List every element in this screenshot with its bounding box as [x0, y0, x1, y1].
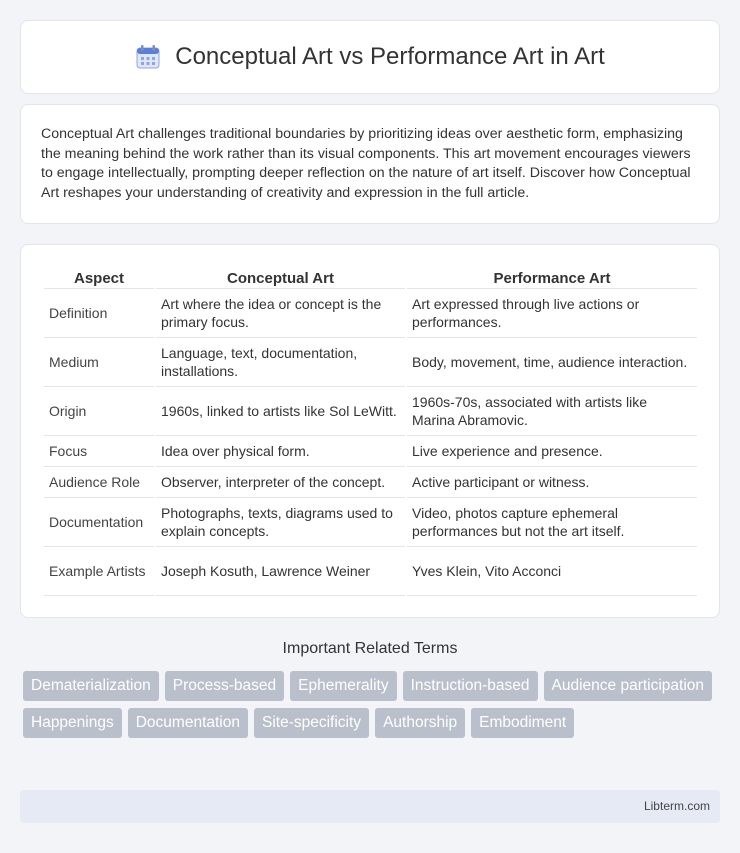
row-conceptual: Art where the idea or concept is the primary focus.: [156, 289, 405, 338]
header-performance-art: Performance Art: [407, 265, 697, 289]
title-card: [20, 20, 720, 94]
row-performance: Yves Klein, Vito Acconci: [407, 547, 697, 596]
page-title: Conceptual Art vs Performance Art in Art: [175, 43, 605, 70]
term-tag[interactable]: Process-based: [165, 671, 284, 701]
row-aspect: Audience Role: [44, 467, 154, 498]
row-performance: Body, movement, time, audience interaction.: [407, 338, 697, 387]
row-performance: Art expressed through live actions or performances.: [407, 289, 697, 338]
row-aspect: Focus: [44, 436, 154, 467]
table-header-row: [44, 265, 697, 289]
table-row: [44, 436, 697, 467]
table-row: [44, 547, 697, 596]
row-performance: 1960s-70s, associated with artists like Marina Abramovic.: [407, 387, 697, 436]
table-row: [44, 467, 697, 498]
table-row: [44, 338, 697, 387]
term-tag[interactable]: Ephemerality: [290, 671, 396, 701]
row-conceptual: 1960s, linked to artists like Sol LeWitt.: [156, 387, 405, 436]
row-aspect: Example Artists: [44, 547, 154, 596]
row-aspect: Documentation: [44, 498, 154, 547]
table-row: [44, 289, 697, 338]
comparison-card: [20, 244, 720, 618]
term-tag[interactable]: Documentation: [128, 708, 248, 738]
footer: [20, 790, 720, 823]
related-terms-heading: Important Related Terms: [282, 640, 458, 657]
term-tag[interactable]: Instruction-based: [403, 671, 538, 701]
row-performance: Live experience and presence.: [407, 436, 697, 467]
term-tag[interactable]: Happenings: [23, 708, 122, 738]
term-tag[interactable]: Site-specificity: [254, 708, 369, 738]
row-conceptual: Joseph Kosuth, Lawrence Weiner: [156, 547, 405, 596]
term-tag[interactable]: Authorship: [375, 708, 465, 738]
row-aspect: Origin: [44, 387, 154, 436]
row-conceptual: Language, text, documentation, installations.: [156, 338, 405, 387]
term-tag[interactable]: Audience participation: [544, 671, 713, 701]
row-performance: Video, photos capture ephemeral performances but not the art itself.: [407, 498, 697, 547]
header-aspect: Aspect: [44, 265, 154, 289]
related-terms-list: [23, 671, 723, 738]
row-conceptual: Photographs, texts, diagrams used to explain concepts.: [156, 498, 405, 547]
row-conceptual: Observer, interpreter of the concept.: [156, 467, 405, 498]
table-row: [44, 387, 697, 436]
term-tag[interactable]: Dematerialization: [23, 671, 159, 701]
header-conceptual-art: Conceptual Art: [156, 265, 405, 289]
row-performance: Active participant or witness.: [407, 467, 697, 498]
intro-card: [20, 104, 720, 224]
term-tag[interactable]: Embodiment: [471, 708, 574, 738]
row-aspect: Medium: [44, 338, 154, 387]
table-row: [44, 498, 697, 547]
row-aspect: Definition: [44, 289, 154, 338]
row-conceptual: Idea over physical form.: [156, 436, 405, 467]
intro-text: Conceptual Art challenges traditional boundaries by prioritizing ideas over aesthetic form, emphasizing the meaning behind the work rather than its visual components. This art movement encourages viewers to engage intellectually, prompting deeper reflection on the nature of art itself. Discover how Conceptual Art reshapes your understanding of creativity and expression in the full article.: [41, 126, 691, 201]
comparison-table: [42, 265, 699, 596]
footer-brand-link[interactable]: Libterm.com: [643, 799, 710, 813]
calendar-icon: [135, 44, 161, 70]
